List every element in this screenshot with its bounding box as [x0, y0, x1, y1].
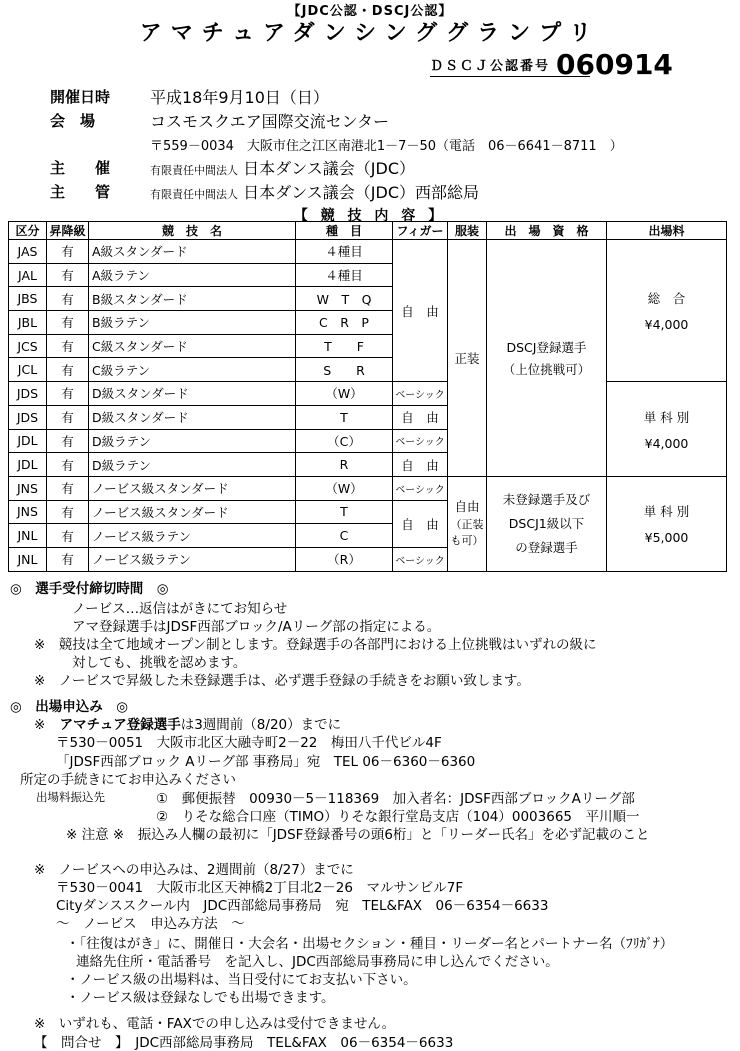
entry-procedure: 所定の手続きにてお申込みください [20, 772, 236, 788]
row-event: C [296, 524, 393, 548]
deadline-title: ◎ 選手受付締切時間 ◎ [10, 581, 169, 597]
figure-free-novice: 自 由 [393, 500, 448, 547]
section-title: 【 競 技 内 容 】 [293, 208, 447, 224]
row-competition-name: A級ラテン [89, 263, 296, 287]
entry-method2: ・ノービス級の出場料は、当日受付にてお支払い下さい。 [66, 972, 417, 988]
row-promotion: 有 [47, 500, 89, 524]
row-event: W T Q [296, 287, 393, 311]
row-competition-name: ノービス級ラテン [89, 524, 296, 548]
row-figure: ベーシック [393, 429, 448, 453]
figure-free-top: 自 由 [393, 240, 448, 382]
row-competition-name: A級スタンダード [89, 240, 296, 264]
entry-final-note: ※ いずれも、電話・FAXでの申し込みは受付できません。 [34, 1016, 396, 1032]
row-code: JDL [9, 453, 47, 477]
row-code: JBL [9, 311, 47, 335]
row-competition-name: C級スタンダード [89, 334, 296, 358]
host-label: 主 催 [50, 159, 111, 177]
host-prefix: 有限責任中間法人 [150, 164, 238, 177]
dscj-underline [430, 76, 590, 77]
header-fee: 出場料 [607, 222, 727, 240]
attire-novice [448, 476, 487, 571]
competition-table [8, 221, 727, 572]
fee-d-line1: 単 科 別 [643, 409, 690, 425]
row-competition-name: C級ラテン [89, 358, 296, 382]
organizer-line [150, 180, 479, 203]
row-competition-name: D級スタンダード [89, 405, 296, 429]
table-row [9, 240, 727, 264]
row-competition-name: ノービス級スタンダード [89, 500, 296, 524]
row-figure: ベーシック [393, 382, 448, 406]
qual-top-line2: （上位挑戦可） [502, 361, 591, 377]
host-value: 日本ダンス議会（JDC） [243, 159, 415, 178]
row-event: T F [296, 334, 393, 358]
qual-nov-line1: 未登録選手及び [502, 492, 591, 508]
entry-caution: ※ 注意 ※ 振込み人欄の最初に「JDSF登録番号の頭6桁」と「リーダー氏名」を必ず記載のこと [66, 827, 650, 843]
row-code: JDS [9, 405, 47, 429]
row-code: JDS [9, 382, 47, 406]
entry-amateur-line [34, 713, 341, 733]
row-event: （R） [296, 547, 393, 571]
date-value: 平成18年9月10日（日） [150, 88, 329, 107]
row-code: JAL [9, 263, 47, 287]
row-competition-name: B級スタンダード [89, 287, 296, 311]
row-code: JAS [9, 240, 47, 264]
row-event: T [296, 500, 393, 524]
row-promotion: 有 [47, 240, 89, 264]
row-competition-name: ノービス級ラテン [89, 547, 296, 571]
row-code: JNS [9, 500, 47, 524]
row-event: （W） [296, 476, 393, 500]
fee-novice [607, 476, 727, 571]
row-promotion: 有 [47, 405, 89, 429]
row-promotion: 有 [47, 358, 89, 382]
date-label: 開催日時 [50, 88, 111, 106]
entry-transfer2: ② りそな総合口座（TIMO）りそな銀行堂島支店（104）0003665 平川順一 [156, 809, 640, 825]
qual-nov-line3: の登録選手 [515, 539, 578, 555]
entry-inquiry: 【 問合せ 】 JDC西部総局事務局 TEL&FAX 06－6354－6633 [34, 1035, 454, 1051]
organizer-label: 主 管 [50, 183, 111, 201]
dscj-label: ＤＳＣＪ公認番号 [430, 59, 551, 74]
entry-novice-address: 〒530－0041 大阪市北区天神橋2丁目北2－26 マルサンビル7F [56, 880, 464, 896]
entry-method1b: 連絡先住所・電話番号 を記入し、JDC西部総局事務局に申し込んでください。 [76, 954, 559, 970]
organizer-value: 日本ダンス議会（JDC）西部総局 [243, 183, 479, 202]
qual-top-line1: DSCJ登録選手 [506, 339, 587, 355]
row-promotion: 有 [47, 382, 89, 406]
row-figure: ベーシック [393, 476, 448, 500]
entry-fee-transfer-label: 出場料振込先 [36, 790, 105, 804]
row-code: JNL [9, 524, 47, 548]
fee-top [607, 240, 727, 382]
qualification-top [487, 240, 607, 477]
row-code: JDL [9, 429, 47, 453]
row-figure: 自 由 [393, 453, 448, 477]
attire-nov-line1: 自由 [454, 498, 480, 514]
row-promotion: 有 [47, 476, 89, 500]
table-row [9, 476, 727, 500]
entry-amateur-address: 〒530－0051 大阪市北区大融寺町2－22 梅田八千代ビル4F [56, 735, 442, 751]
row-promotion: 有 [47, 287, 89, 311]
entry-novice-head: ※ ノービスへの申込みは、2週間前（8/27）までに [34, 862, 354, 878]
document-title: アマチュアダンシンググランプリ [139, 21, 601, 46]
venue-address: 〒559－0034 大阪市住之江区南港北1－7－50（電話 06－6641－8711 ） [150, 139, 623, 154]
header-qualification: 出 場 資 格 [487, 222, 607, 240]
row-promotion: 有 [47, 334, 89, 358]
fee-d [607, 382, 727, 477]
row-code: JCS [9, 334, 47, 358]
entry-amateur-mark: ※ [34, 717, 46, 733]
row-code: JNS [9, 476, 47, 500]
entry-title: ◎ 出場申込み ◎ [10, 699, 129, 715]
row-code: JCL [9, 358, 47, 382]
row-event: （W） [296, 382, 393, 406]
attire-nov-line2: （正装 [450, 517, 484, 531]
row-promotion: 有 [47, 263, 89, 287]
attire-nov-line3: も可） [450, 534, 484, 548]
entry-transfer1: ① 郵便振替 00930－5－118369 加入者名：JDSF西部ブロックAリーグ部 [156, 791, 635, 807]
fee-nov-line2: ¥5,000 [644, 530, 689, 546]
row-competition-name: D級ラテン [89, 429, 296, 453]
row-code: JBS [9, 287, 47, 311]
header-promotion: 昇降級 [47, 222, 89, 240]
row-event: ４種目 [296, 240, 393, 264]
attire-formal: 正装 [448, 240, 487, 477]
row-event: ４種目 [296, 263, 393, 287]
row-event: T [296, 405, 393, 429]
row-event: S R [296, 358, 393, 382]
row-competition-name: ノービス級スタンダード [89, 476, 296, 500]
row-event: C R P [296, 311, 393, 335]
certification-label: 【JDC公認・DSCJ公認】 [287, 4, 453, 19]
entry-amateur-head: アマチュア登録選手 [59, 717, 181, 733]
qualification-novice [487, 476, 607, 571]
row-event: R [296, 453, 393, 477]
row-event: （C） [296, 429, 393, 453]
header-event: 種 目 [296, 222, 393, 240]
venue-label: 会 場 [50, 112, 96, 130]
row-figure: ベーシック [393, 547, 448, 571]
row-figure: 自 由 [393, 405, 448, 429]
deadline-line1: ノービス…返信はがきにてお知らせ [72, 601, 288, 617]
entry-novice-method: ～ ノービス 申込み方法 ～ [56, 916, 245, 932]
header-category: 区分 [9, 222, 47, 240]
row-promotion: 有 [47, 547, 89, 571]
fee-nov-line1: 単 科 別 [643, 504, 690, 520]
deadline-line2: アマ登録選手はJDSF西部ブロック/Aリーグ部の指定による。 [72, 619, 441, 635]
dscj-number: 060914 [556, 48, 673, 81]
entry-method3: ・ノービス級は登録なしでも出場できます。 [66, 990, 335, 1006]
deadline-note1a: ※ 競技は全て地域オープン制とします。登録選手の各部門における上位挑戦はいずれの級に [34, 637, 597, 653]
fee-top-line2: ¥4,000 [644, 317, 689, 333]
fee-top-line1: 総 合 [647, 291, 686, 307]
fee-d-line2: ¥4,000 [644, 435, 689, 451]
table-row [9, 382, 727, 406]
deadline-note1b: 対しても、挑戦を認めます。 [72, 655, 247, 671]
row-code: JNL [9, 547, 47, 571]
entry-method1a: ・「往復はがき」に、開催日・大会名・出場セクション・種目・リーダー名とパートナー名（ﾌﾘｶﾞﾅ） [66, 936, 674, 952]
row-competition-name: D級ラテン [89, 453, 296, 477]
organizer-prefix: 有限責任中間法人 [150, 188, 238, 201]
row-promotion: 有 [47, 311, 89, 335]
qual-nov-line2: DSCJ1級以下 [508, 515, 585, 531]
row-promotion: 有 [47, 524, 89, 548]
header-figure: フィガー [393, 222, 448, 240]
entry-amateur-office: 「JDSF西部ブロック Aリーグ部 事務局」宛 TEL 06－6360－6360 [56, 754, 476, 770]
host-line [150, 156, 415, 179]
entry-amateur-tail: は3週間前（8/20）までに [180, 717, 342, 733]
row-competition-name: D級スタンダード [89, 382, 296, 406]
row-promotion: 有 [47, 453, 89, 477]
venue-value: コスモスクエア国際交流センター [150, 112, 390, 131]
header-competition: 競 技 名 [89, 222, 296, 240]
dscj-certification [430, 48, 673, 81]
header-attire: 服装 [448, 222, 487, 240]
table-header-row [9, 222, 727, 240]
entry-novice-office: Cityダンススクール内 JDC西部総局事務局 宛 TEL&FAX 06－6354－6633 [56, 898, 549, 914]
deadline-note2: ※ ノービスで昇級した未登録選手は、必ず選手登録の手続きをお願い致します。 [34, 673, 530, 689]
row-promotion: 有 [47, 429, 89, 453]
row-competition-name: B級ラテン [89, 311, 296, 335]
